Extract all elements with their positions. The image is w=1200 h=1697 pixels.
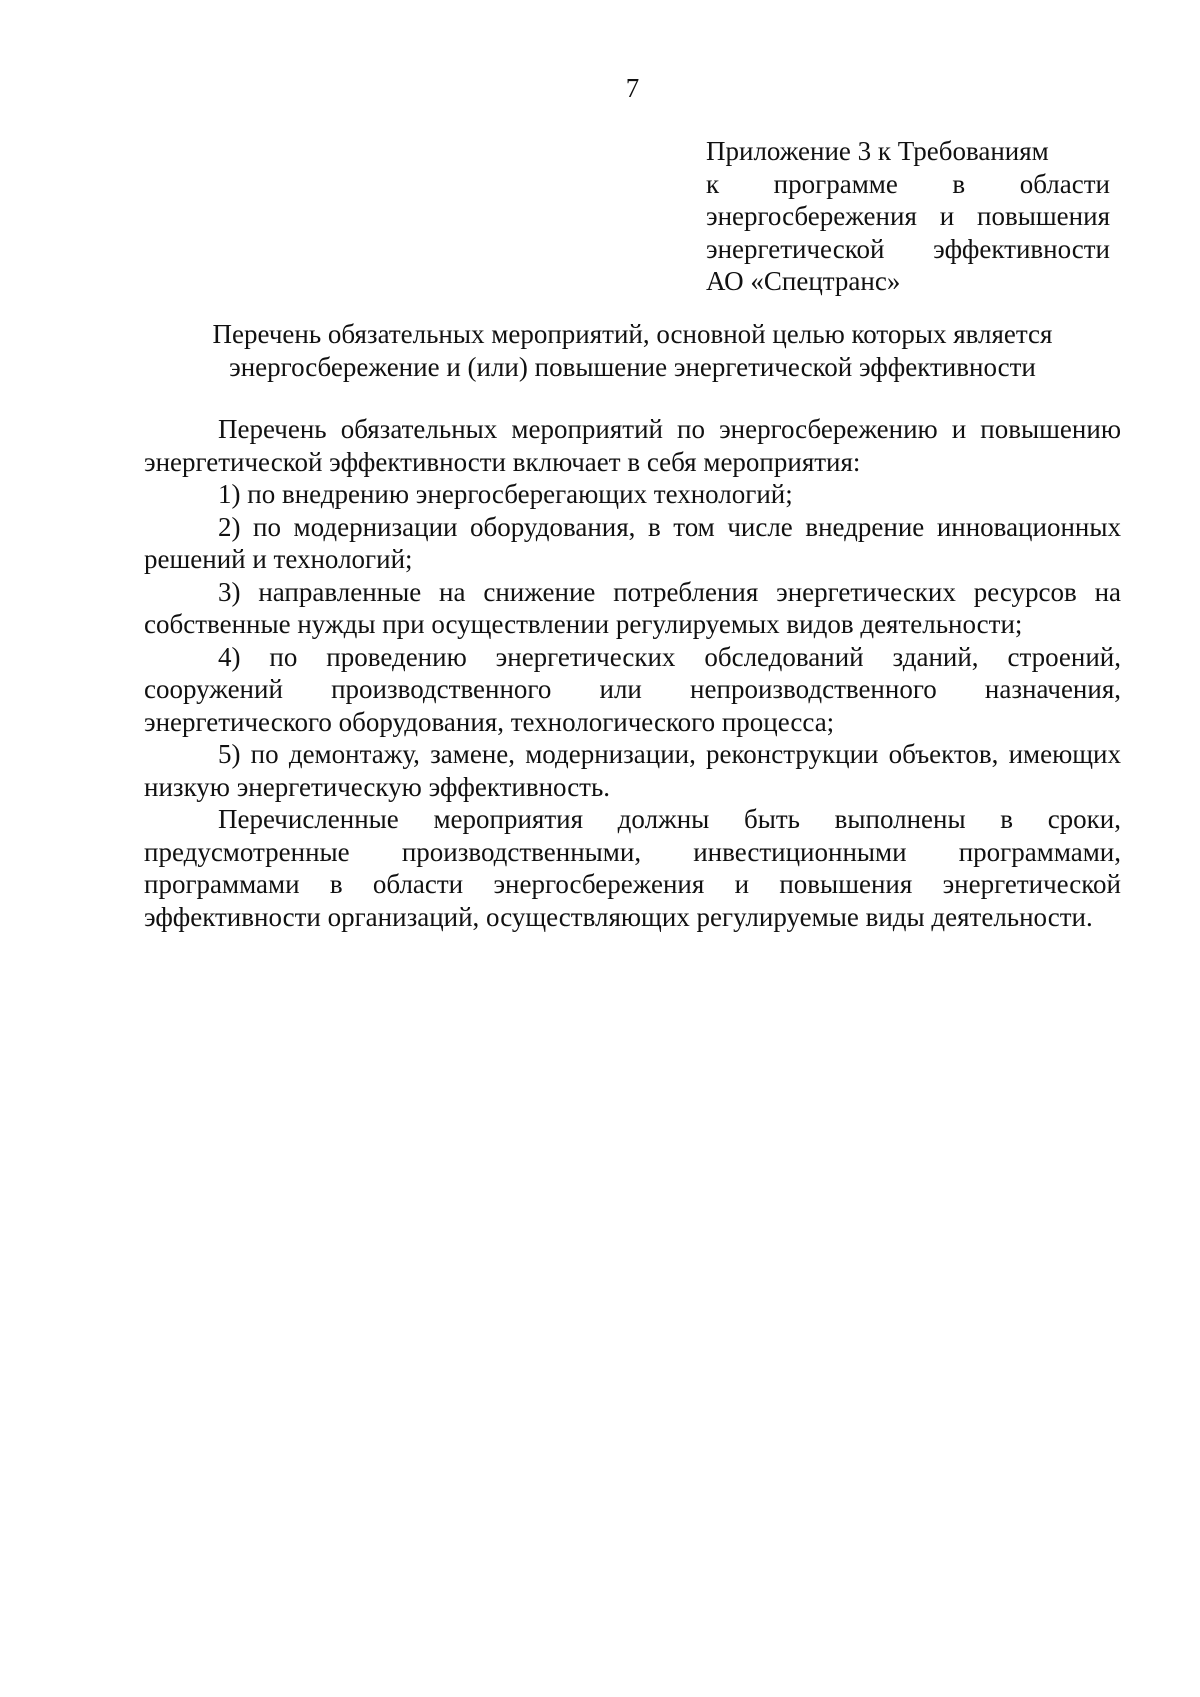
heading-line: энергосбережение и (или) повышение энергетической эффективности <box>229 351 1036 382</box>
page-number: 7 <box>625 73 640 103</box>
list-item: 4) по проведению энергетических обследований зданий, строений, сооружений производственного или непроизводственного назначения, энергетического оборудования, технологического процесса; <box>144 641 1121 737</box>
appendix-line: энергетической эффективности <box>706 233 1110 264</box>
intro-paragraph: Перечень обязательных мероприятий по энергосбережению и повышению энергетической эффективности включает в себя мероприятия: <box>144 414 1121 477</box>
appendix-line: АО «Спецтранс» <box>706 266 901 296</box>
list-item: 3) направленные на снижение потребления энергетических ресурсов на собственные нужды при осуществлении регулируемых видов деятельности; <box>144 576 1121 639</box>
list-item: 2) по модернизации оборудования, в том числе внедрение инновационных решений и технологий; <box>144 511 1121 574</box>
list-item: 1) по внедрению энергосберегающих технологий; <box>218 479 793 509</box>
appendix-line: к программе в области <box>706 168 1110 199</box>
closing-paragraph: Перечисленные мероприятия должны быть выполнены в сроки, предусмотренные производственными, инвестиционными программами, программами в области энергосбережения и повышения энергетической эффективности организаций, осуществляющих регулируемые виды деятельности. <box>144 804 1121 932</box>
document-body <box>144 413 1121 933</box>
appendix-line: Приложение 3 к Требованиям <box>706 136 1049 166</box>
appendix-header <box>706 135 1110 298</box>
list-item: 5) по демонтажу, замене, модернизации, реконструкции объектов, имеющих низкую энергетическую эффективность. <box>144 739 1121 802</box>
document-heading <box>130 318 1135 383</box>
heading-line: Перечень обязательных мероприятий, основной целью которых является <box>212 319 1053 349</box>
appendix-line: энергосбережения и повышения <box>706 201 1110 231</box>
